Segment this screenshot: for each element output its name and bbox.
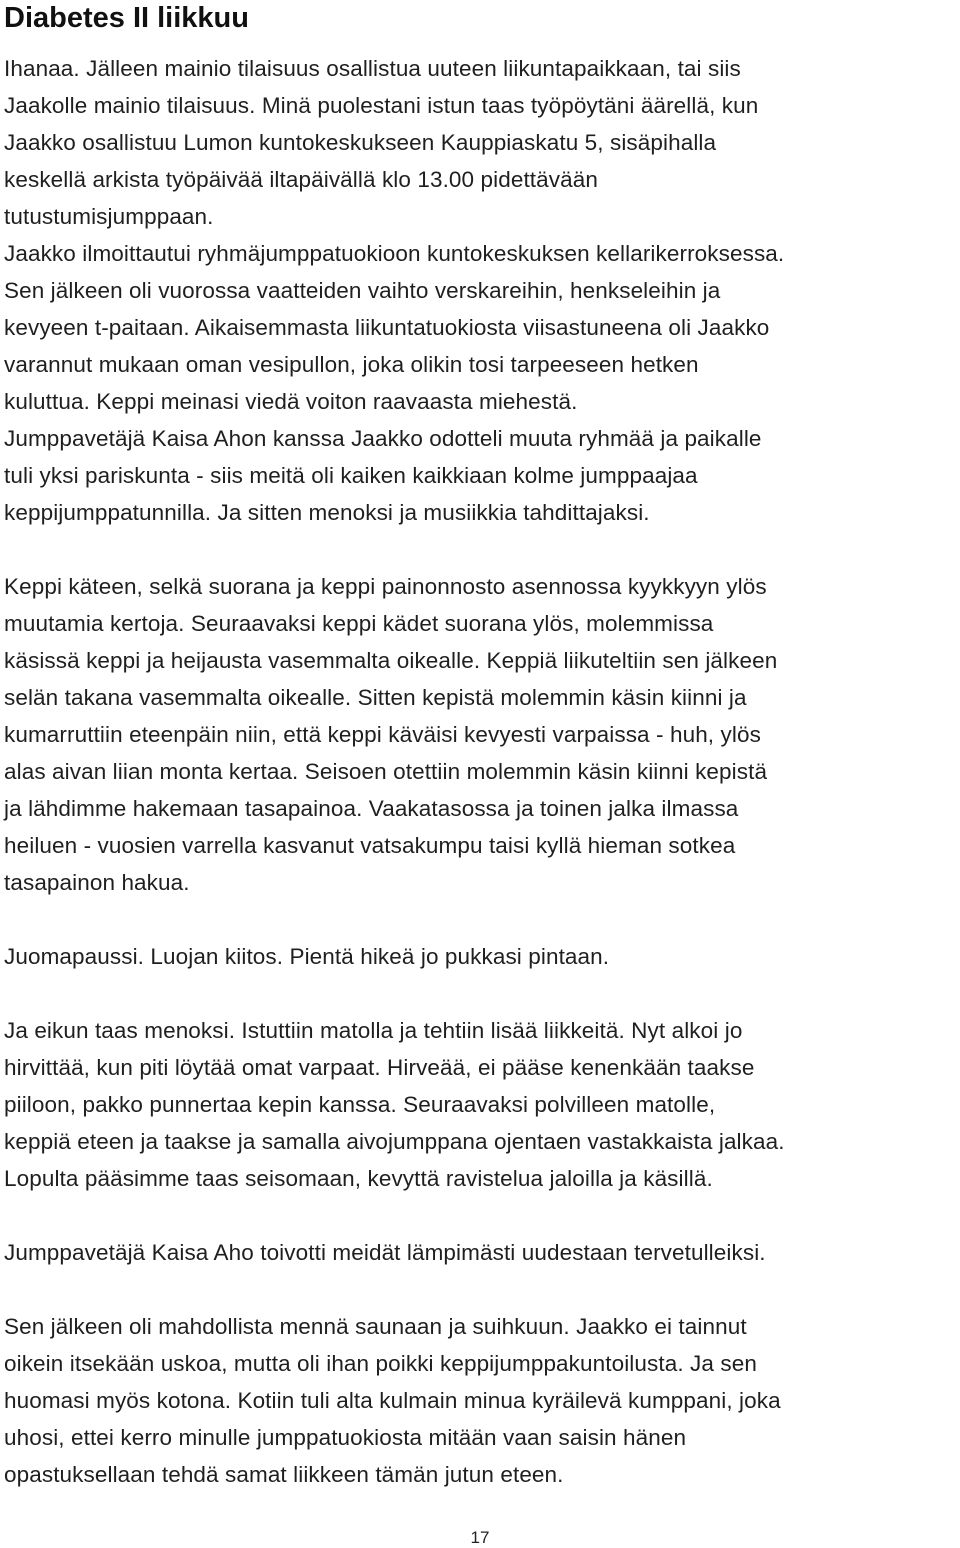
paragraph-1: Ihanaa. Jälleen mainio tilaisuus osallistua uuteen liikuntapaikkaan, tai siis Jaakolle mainio tilaisuus. Minä puolestani istun taas työpöytäni äärellä, kun Jaakko osallistuu Lumon kuntokeskukseen Kauppiaskatu 5, sisäpihalla keskellä arkista työpäivää iltapäivällä klo 13.00 pidettävään tutustumisjumppaan. Jaakko ilmoittautui ryhmäjumppatuokioon kuntokeskuksen kellarikerroksessa. Sen jälkeen oli vuorossa vaatteiden vaihto verskareihin, henkseleihin ja kevyeen t-paitaan. Aikaisemmasta liikuntatuokiosta viisastuneena oli Jaakko varannut mukaan oman vesipullon, joka olikin tosi tarpeeseen hetken kuluttua. Keppi meinasi viedä voiton raavaasta miehestä. Jumppavetäjä Kaisa Ahon kanssa Jaakko odotteli muuta ryhmää ja paikalle tuli yksi pariskunta - siis meitä oli kaiken kaikkiaan kolme jumppaajaa keppijumppatunnilla. Ja sitten menoksi ja musiikkia tahdittajaksi. — [4, 56, 785, 525]
page-number: 17 — [470, 1528, 490, 1547]
paragraph-5: Jumppavetäjä Kaisa Aho toivotti meidät lämpimästi uudestaan tervetulleiksi. — [4, 1240, 766, 1265]
paragraph-2: Keppi käteen, selkä suorana ja keppi painonnosto asennossa kyykkyyn ylös muutamia kertoja. Seuraavaksi keppi kädet suorana ylös, molemmissa käsissä keppi ja heijausta vasemmalta oikealle. Keppiä liikuteltiin sen jälkeen selän takana vasemmalta oikealle. Sitten kepistä molemmin käsin kiinni ja kumarruttiin eteenpäin niin, että keppi käväisi kevyesti varpaissa - huh, ylös alas aivan liian monta kertaa. Seisoen otettiin molemmin käsin kiinni kepistä ja lähdimme hakemaan tasapainoa. Vaakatasossa ja toinen jalka ilmassa heiluen - vuosien varrella kasvanut vatsakumpu taisi kyllä hieman sotkea tasapainon hakua. — [4, 574, 778, 895]
paragraph-4: Ja eikun taas menoksi. Istuttiin matolla ja tehtiin lisää liikkeitä. Nyt alkoi jo hirvittää, kun piti löytää omat varpaat. Hirveää, ei pääse kenenkään taakse piiloon, pakko punnertaa kepin kanssa. Seuraavaksi polvilleen matolle, keppiä eteen ja taakse ja samalla aivojumppana ojentaen vastakkaista jalkaa. Lopulta pääsimme taas seisomaan, kevyttä ravistelua jaloilla ja käsillä. — [4, 1018, 785, 1191]
paragraph-6: Sen jälkeen oli mahdollista mennä saunaan ja suihkuun. Jaakko ei tainnut oikein itsekään uskoa, mutta oli ihan poikki keppijumppakuntoilusta. Ja sen huomasi myös kotona. Kotiin tuli alta kulmain minua kyräilevä kumppani, joka uhosi, ettei kerro minulle jumppatuokiosta mitään vaan saisin hänen opastuksellaan tehdä samat liikkeen tämän jutun eteen. — [4, 1314, 781, 1487]
document-page — [4, 0, 956, 1493]
paragraph-3: Juomapaussi. Luojan kiitos. Pientä hikeä jo pukkasi pintaan. — [4, 944, 610, 969]
document-title: Diabetes II liikkuu — [4, 2, 249, 34]
